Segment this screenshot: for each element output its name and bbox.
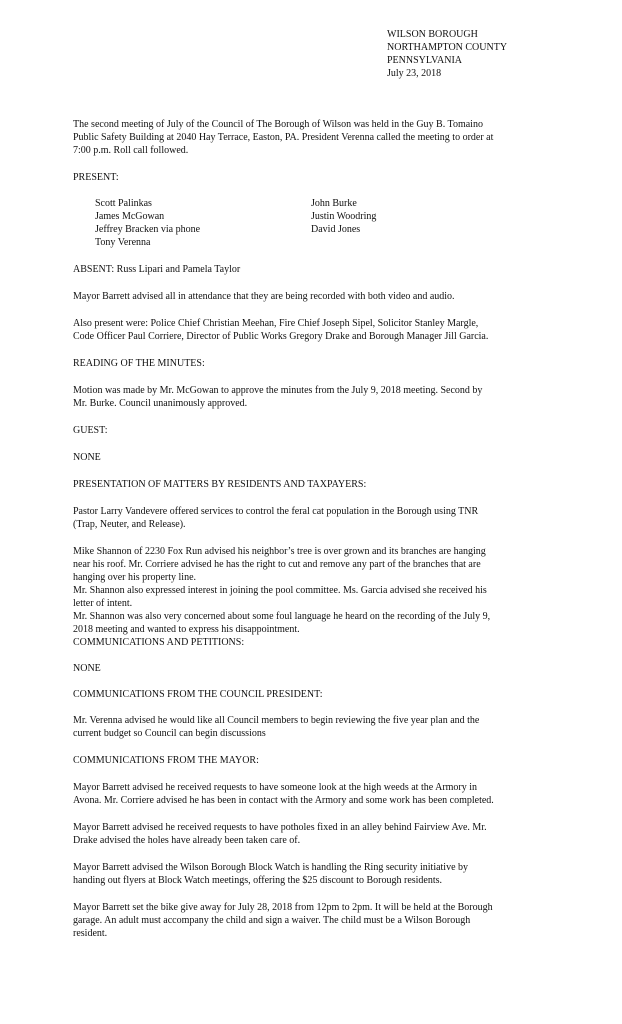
attendee: Jeffrey Bracken via phone: [95, 224, 201, 235]
borough-name: WILSON BOROUGH: [387, 29, 478, 40]
text-line: Mr. Shannon also expressed interest in joining the pool committee. Ms. Garcia advised she received his: [73, 585, 487, 596]
text-line: Mayor Barrett advised the Wilson Borough Block Watch is handling the Ring security initiative by: [73, 862, 469, 873]
attendee: David Jones: [311, 224, 361, 235]
mayor-heading: [73, 754, 259, 767]
text-line: Pastor Larry Vandevere offered services to control the feral cat population in the Borough using TNR: [73, 506, 479, 517]
text-line: Also present were: Police Chief Christian Meehan, Fire Chief Joseph Sipel, Solicitor Stanley Margle,: [73, 318, 479, 329]
petitions-text: [73, 662, 101, 675]
heading-text: COMMUNICATIONS FROM THE COUNCIL PRESIDENT:: [73, 689, 323, 700]
text-line: Motion was made by Mr. McGowan to approve the minutes from the July 9, 2018 meeting. Second by: [73, 385, 483, 396]
president-heading: [73, 688, 323, 701]
present-list-col2: [311, 197, 376, 236]
text-line: NONE: [73, 663, 101, 674]
residents-paragraph-1: [73, 505, 478, 531]
president-paragraph: [73, 714, 479, 740]
heading-text: COMMUNICATIONS FROM THE MAYOR:: [73, 755, 259, 766]
text-line: The second meeting of July of the Council of The Borough of Wilson was held in the Guy B. Tomaino: [73, 119, 483, 130]
document-header: [387, 28, 507, 80]
guest-heading: [73, 424, 108, 437]
text-line: Public Safety Building at 2040 Hay Terrace, Easton, PA. President Verenna called the meeting to order at: [73, 132, 494, 143]
county-name: NORTHAMPTON COUNTY: [387, 42, 508, 53]
text-line: Mayor Barrett advised he received requests to have potholes fixed in an alley behind Fairview Ave. Mr.: [73, 822, 487, 833]
attendee: Tony Verenna: [95, 237, 151, 248]
heading-text: READING OF THE MINUTES:: [73, 358, 205, 369]
intro-paragraph: [73, 118, 493, 157]
heading-text: COMMUNICATIONS AND PETITIONS:: [73, 637, 245, 648]
petitions-heading: [73, 636, 244, 649]
text-line: Mr. Burke. Council unanimously approved.: [73, 398, 248, 409]
text-line: Mike Shannon of 2230 Fox Run advised his neighbor’s tree is over grown and its branches are hanging: [73, 546, 486, 557]
present-list-col1: [95, 197, 200, 249]
text-line: ABSENT: Russ Lipari and Pamela Taylor: [73, 264, 241, 275]
text-line: resident.: [73, 928, 108, 939]
text-line: (Trap, Neuter, and Release).: [73, 519, 186, 530]
text-line: Mayor Barrett advised he received requests to have someone look at the high weeds at the Armory in: [73, 782, 478, 793]
text-line: handing out flyers at Block Watch meetings, offering the $25 discount to Borough residents.: [73, 875, 443, 886]
text-line: NONE: [73, 452, 101, 463]
minutes-paragraph: [73, 384, 482, 410]
heading-text: PRESENTATION OF MATTERS BY RESIDENTS AND TAXPAYERS:: [73, 479, 367, 490]
text-line: Mr. Shannon was also very concerned about some foul language he heard on the recording of the July 9,: [73, 611, 491, 622]
minutes-heading: [73, 357, 205, 370]
attendee: Scott Palinkas: [95, 198, 152, 209]
text-line: letter of intent.: [73, 598, 133, 609]
mayor-paragraph-3: [73, 861, 468, 887]
present-heading: [73, 171, 119, 184]
meeting-date: July 23, 2018: [387, 68, 442, 79]
text-line: 7:00 p.m. Roll call followed.: [73, 145, 189, 156]
text-line: near his roof. Mr. Corriere advised he has the right to cut and remove any part of the branches that are: [73, 559, 481, 570]
text-line: Mayor Barrett set the bike give away for July 28, 2018 from 12pm to 2pm. It will be held at the Borough: [73, 902, 493, 913]
text-line: Mayor Barrett advised all in attendance that they are being recorded with both video and audio.: [73, 291, 455, 302]
mayor-paragraph-1: [73, 781, 494, 807]
text-line: Avona. Mr. Corriere advised he has been in contact with the Armory and some work has been completed.: [73, 795, 494, 806]
absent-line: [73, 263, 240, 276]
also-present-paragraph: [73, 317, 488, 343]
mayor-paragraph-2: [73, 821, 487, 847]
text-line: Drake advised the holes have already been taken care of.: [73, 835, 301, 846]
heading-text: GUEST:: [73, 425, 108, 436]
text-line: Mr. Verenna advised he would like all Council members to begin reviewing the five year plan and the: [73, 715, 480, 726]
state-name: PENNSYLVANIA: [387, 55, 463, 66]
text-line: current budget so Council can begin discussions: [73, 728, 266, 739]
text-line: 2018 meeting and wanted to express his disappointment.: [73, 624, 300, 635]
text-line: Code Officer Paul Corriere, Director of Public Works Gregory Drake and Borough Manager Jill Garcia.: [73, 331, 489, 342]
recording-notice: [73, 290, 455, 303]
residents-heading: [73, 478, 366, 491]
mayor-paragraph-4: [73, 901, 493, 940]
attendee: James McGowan: [95, 211, 165, 222]
attendee: Justin Woodring: [311, 211, 377, 222]
heading-text: PRESENT:: [73, 172, 119, 183]
text-line: garage. An adult must accompany the child and sign a waiver. The child must be a Wilson Borough: [73, 915, 471, 926]
text-line: hanging over his property line.: [73, 572, 197, 583]
residents-paragraph-2: [73, 545, 490, 636]
guest-text: [73, 451, 101, 464]
attendee: John Burke: [311, 198, 357, 209]
